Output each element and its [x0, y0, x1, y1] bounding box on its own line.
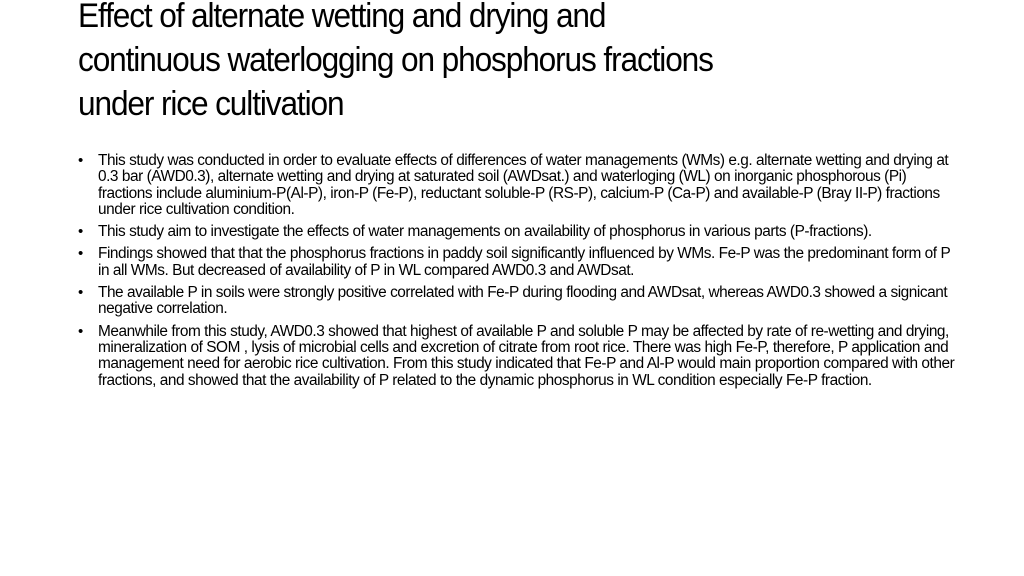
title-line: Effect of alternate wetting and drying and [78, 0, 606, 35]
bullet-item [78, 246, 958, 279]
bullet-item [78, 285, 958, 318]
bullet-item [78, 324, 958, 389]
bullet-marker: • [78, 245, 83, 263]
bullet-marker: • [78, 284, 83, 302]
slide-title [78, 0, 915, 126]
bullet-text: This study was conducted in order to evaluate effects of differences of water managements (WMs) e.g. alternate wetting and drying at 0.3 bar (AWD0.3), alternate wetting and drying at saturated soil (AWDsat.) and waterloging (WL) on inorganic phosphorous (Pi) fractions include aluminium-P(Al-P), iron-P (Fe-P), reductant soluble-P (RS-P), calcium-P (Ca-P) and available-P (Bray II-P) fractions under rice cultivation condition. [98, 152, 949, 218]
bullet-text: Findings showed that that the phosphorus fractions in paddy soil significantly influenced by WMs. Fe-P was the predominant form of P in all WMs. But decreased of availability of P in WL compared AWD0.3 and AWDsat. [98, 245, 950, 279]
title-line: continuous waterlogging on phosphorus fractions [78, 41, 713, 79]
bullet-item [78, 224, 958, 240]
bullet-text: This study aim to investigate the effects of water managements on availability of phosphorus in various parts (P-fractions). [98, 223, 872, 241]
bullet-text: The available P in soils were strongly positive correlated with Fe-P during flooding and AWDsat, whereas AWD0.3 showed a signicant negative correlation. [98, 284, 948, 318]
bullet-marker: • [78, 152, 83, 169]
bullet-marker: • [78, 322, 83, 340]
bullet-list [78, 153, 958, 395]
bullet-item [78, 153, 958, 218]
bullet-marker: • [78, 223, 83, 241]
bullet-text: Meanwhile from this study, AWD0.3 showed that highest of available P and soluble P may be affected by rate of re-wetting and drying, mineralization of SOM , lysis of microbial cells and excretion of citrate from root rice. There was high Fe-P, therefore, P application and management need for aerobic rice cultivation. From this study indicated that Fe-P and Al-P would main proportion compared with other fractions, and showed that the availability of P related to the dynamic phosphorus in WL condition especially Fe-P fraction. [98, 322, 955, 389]
title-line: under rice cultivation [78, 85, 344, 123]
